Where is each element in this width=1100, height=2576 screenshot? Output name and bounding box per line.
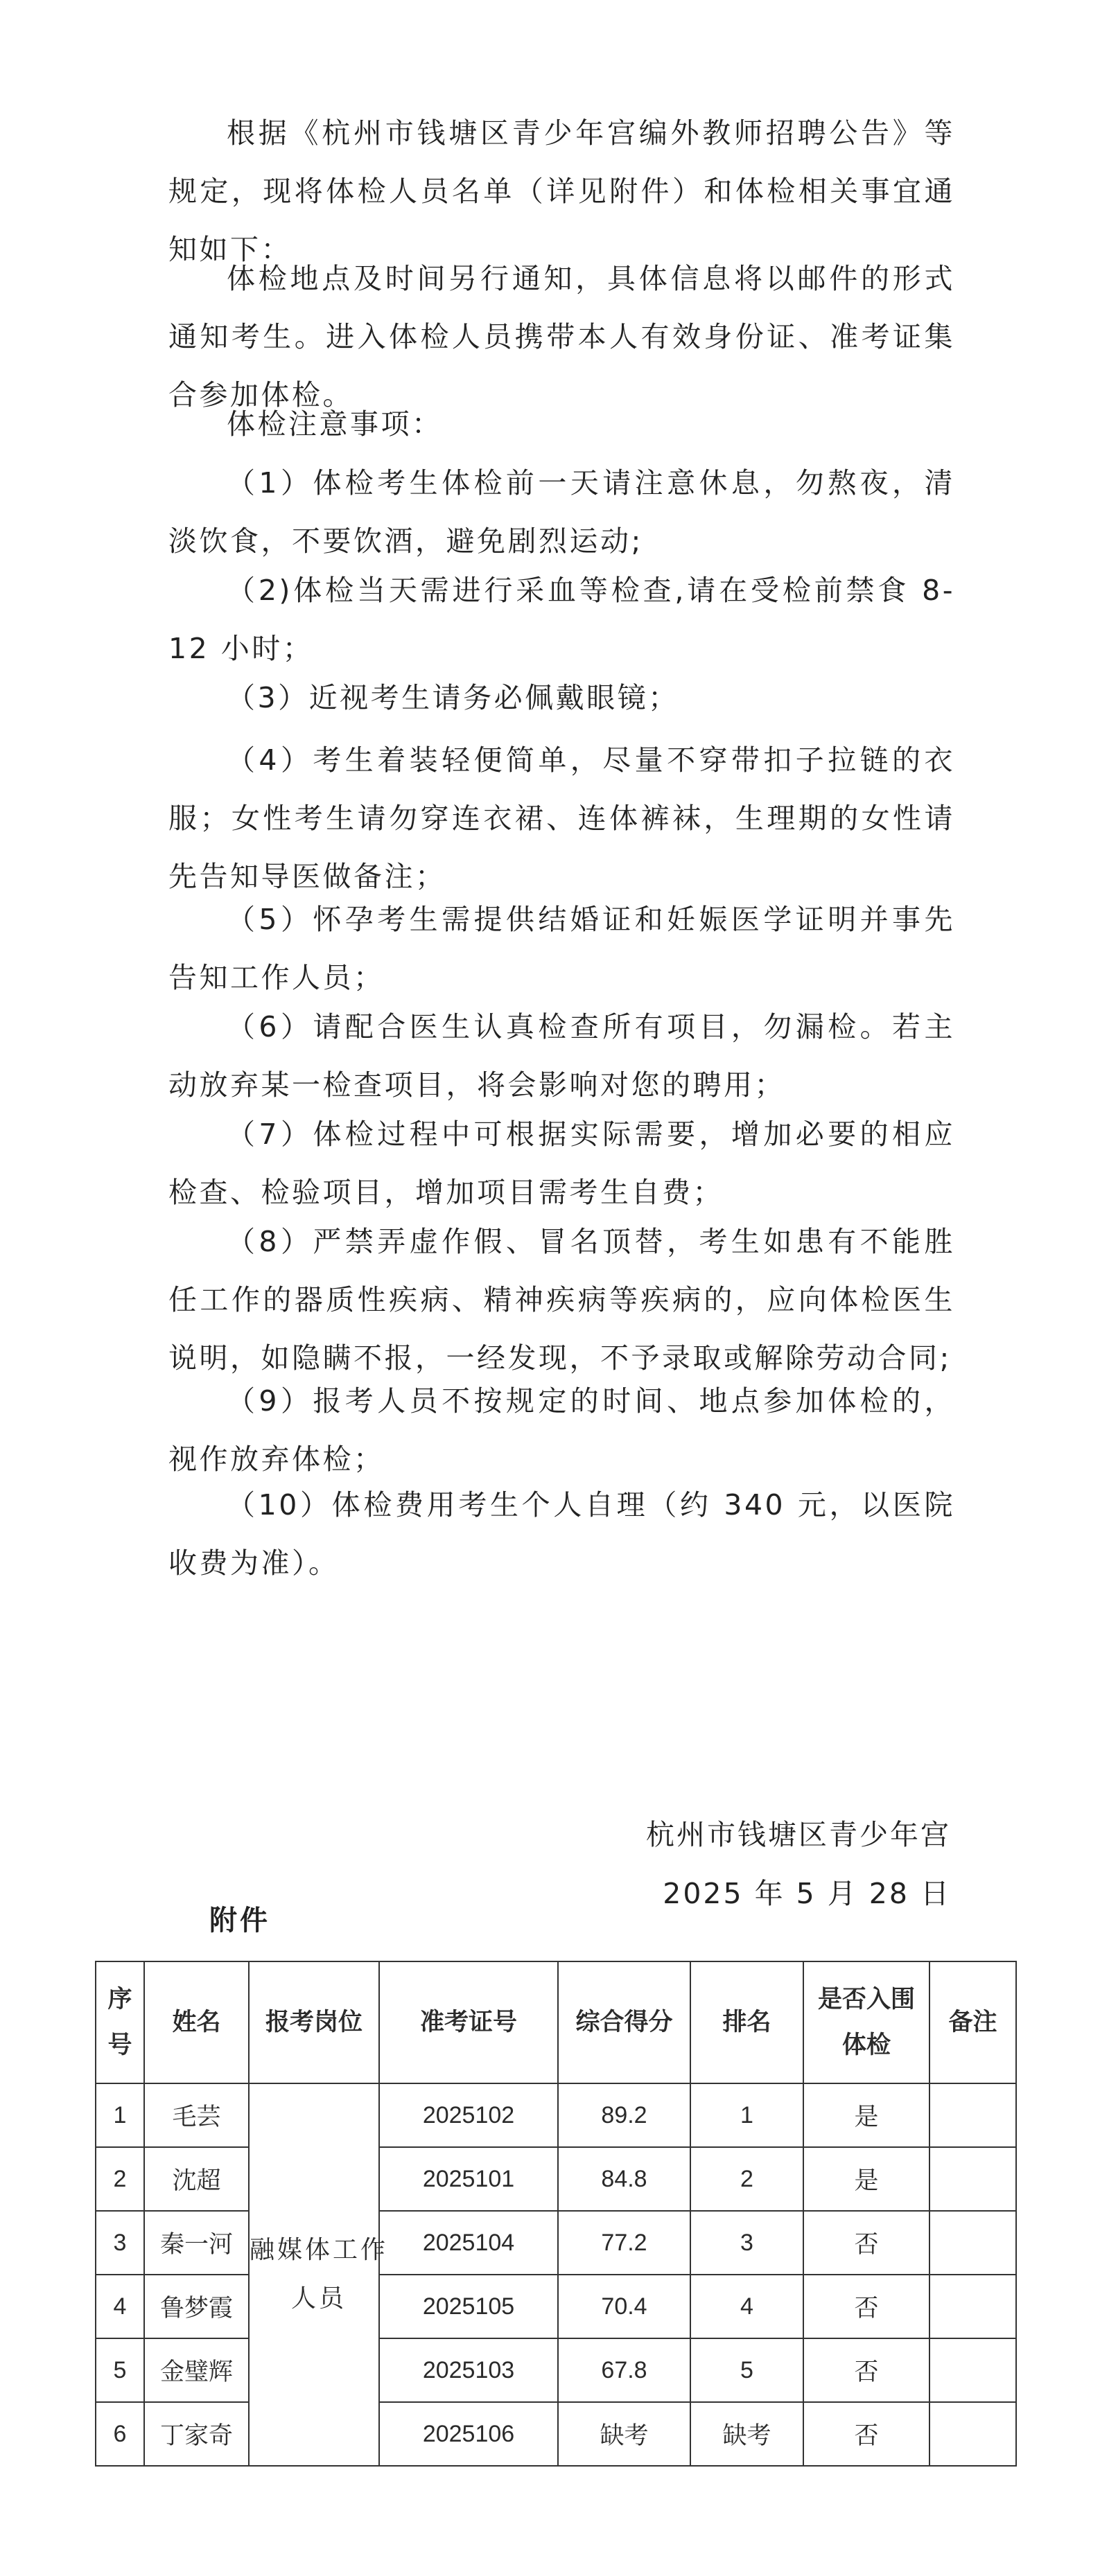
cell-note — [929, 2083, 1016, 2147]
header-score: 综合得分 — [558, 1961, 690, 2083]
cell-rank: 5 — [690, 2338, 803, 2402]
cell-ticket: 2025103 — [379, 2338, 558, 2402]
cell-name: 金璧辉 — [144, 2338, 249, 2402]
cell-ticket: 2025105 — [379, 2275, 558, 2338]
note-item-10: （10）体检费用考生个人自理（约 340 元，以医院收费为准）。 — [168, 1488, 955, 1580]
note-item-1: （1）体检考生体检前一天请注意休息，勿熬夜，清淡饮食，不要饮酒，避免剧烈运动; — [168, 466, 955, 558]
note-item-4: （4）考生着装轻便简单，尽量不穿带扣子拉链的衣服；女性考生请勿穿连衣裙、连体裤袜，生理期的女性请先告知导医做备注； — [168, 743, 955, 893]
header-ticket: 准考证号 — [379, 1961, 558, 2083]
cell-advance: 否 — [803, 2211, 929, 2275]
notes-heading: 体检注意事项： — [227, 407, 443, 441]
cell-no: 3 — [96, 2211, 144, 2275]
header-note: 备注 — [929, 1961, 1016, 2083]
cell-ticket: 2025104 — [379, 2211, 558, 2275]
cell-ticket: 2025106 — [379, 2402, 558, 2466]
table-header-row — [96, 1961, 1016, 2083]
cell-score: 70.4 — [558, 2275, 690, 2338]
cell-score: 缺考 — [558, 2402, 690, 2466]
table-row — [96, 2211, 1016, 2275]
cell-no: 5 — [96, 2338, 144, 2402]
cell-rank: 4 — [690, 2275, 803, 2338]
header-advance: 是否入围体检 — [803, 1961, 929, 2083]
cell-rank: 2 — [690, 2147, 803, 2211]
cell-no: 4 — [96, 2275, 144, 2338]
note-item-3: （3）近视考生请务必佩戴眼镜； — [227, 681, 679, 714]
cell-ticket: 2025101 — [379, 2147, 558, 2211]
note-item-6: （6）请配合医生认真检查所有项目，勿漏检。若主动放弃某一检查项目，将会影响对您的聘用； — [168, 1010, 955, 1102]
cell-name: 丁家奇 — [144, 2402, 249, 2466]
header-rank: 排名 — [690, 1961, 803, 2083]
cell-name: 毛芸 — [144, 2083, 249, 2147]
attachment-label: 附件 — [209, 1905, 270, 1937]
signature-date: 2025 年 5 月 28 日 — [663, 1877, 951, 1910]
cell-note — [929, 2338, 1016, 2402]
cell-note — [929, 2211, 1016, 2275]
header-position: 报考岗位 — [249, 1961, 379, 2083]
cell-score: 67.8 — [558, 2338, 690, 2402]
cell-note — [929, 2147, 1016, 2211]
cell-score: 84.8 — [558, 2147, 690, 2211]
cell-position: 融媒体工作人员 — [249, 2083, 379, 2466]
note-item-5: （5）怀孕考生需提供结婚证和妊娠医学证明并事先告知工作人员； — [168, 903, 955, 994]
note-item-2: （2)体检当天需进行采血等检查,请在受检前禁食 8-12 小时； — [168, 574, 955, 665]
cell-name: 鲁梦霞 — [144, 2275, 249, 2338]
attachment-table — [95, 1961, 1017, 2467]
cell-note — [929, 2402, 1016, 2466]
cell-rank: 缺考 — [690, 2402, 803, 2466]
note-item-9: （9）报考人员不按规定的时间、地点参加体检的，视作放弃体检； — [168, 1384, 955, 1476]
cell-rank: 1 — [690, 2083, 803, 2147]
cell-rank: 3 — [690, 2211, 803, 2275]
table-row — [96, 2147, 1016, 2211]
intro-paragraph: 根据《杭州市钱塘区青少年宫编外教师招聘公告》等规定，现将体检人员名单（详见附件）和体检相关事宜通知如下： — [168, 116, 955, 266]
table-row — [96, 2402, 1016, 2466]
cell-advance: 否 — [803, 2402, 929, 2466]
cell-score: 89.2 — [558, 2083, 690, 2147]
cell-no: 6 — [96, 2402, 144, 2466]
cell-advance: 否 — [803, 2338, 929, 2402]
header-no: 序号 — [96, 1961, 144, 2083]
cell-name: 沈超 — [144, 2147, 249, 2211]
cell-name: 秦一河 — [144, 2211, 249, 2275]
note-item-8: （8）严禁弄虚作假、冒名顶替，考生如患有不能胜任工作的器质性疾病、精神疾病等疾病的，应向体检医生说明，如隐瞒不报，一经发现，不予录取或解除劳动合同; — [168, 1225, 955, 1375]
cell-no: 1 — [96, 2083, 144, 2147]
cell-ticket: 2025102 — [379, 2083, 558, 2147]
header-name: 姓名 — [144, 1961, 249, 2083]
table-row — [96, 2275, 1016, 2338]
cell-advance: 是 — [803, 2083, 929, 2147]
cell-note — [929, 2275, 1016, 2338]
cell-advance: 是 — [803, 2147, 929, 2211]
cell-score: 77.2 — [558, 2211, 690, 2275]
location-paragraph: 体检地点及时间另行通知，具体信息将以邮件的形式通知考生。进入体检人员携带本人有效身份证、准考证集合参加体检。 — [168, 262, 955, 412]
signature-org: 杭州市钱塘区青少年宫 — [646, 1818, 951, 1851]
table-row — [96, 2083, 1016, 2147]
table-row — [96, 2338, 1016, 2402]
note-item-7: （7）体检过程中可根据实际需要，增加必要的相应检查、检验项目，增加项目需考生自费； — [168, 1118, 955, 1209]
cell-no: 2 — [96, 2147, 144, 2211]
cell-advance: 否 — [803, 2275, 929, 2338]
